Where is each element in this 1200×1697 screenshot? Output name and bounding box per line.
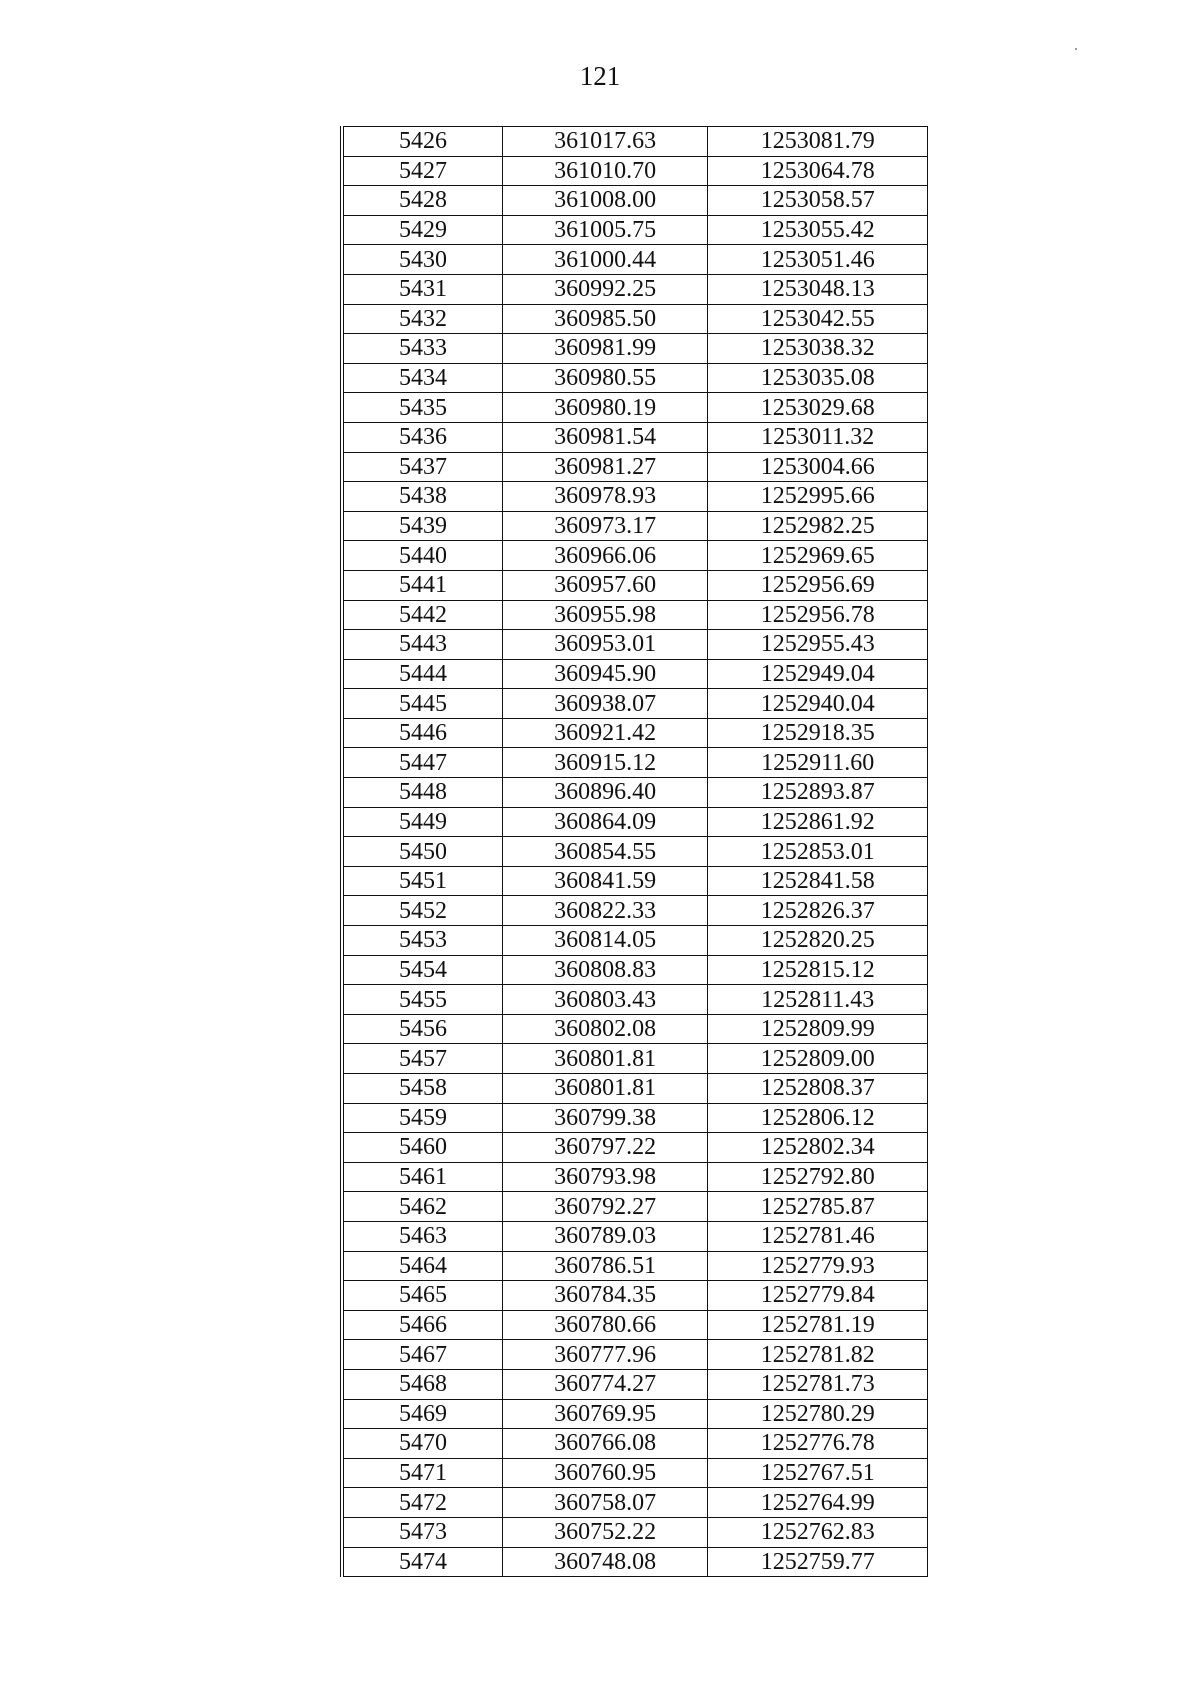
x-coordinate-cell: 360896.40 — [502, 778, 708, 808]
x-coordinate-cell: 360992.25 — [502, 274, 708, 304]
x-coordinate-cell: 360822.33 — [502, 896, 708, 926]
x-coordinate-cell: 360792.27 — [502, 1192, 708, 1222]
table-row — [342, 1103, 928, 1133]
y-coordinate-cell: 1252808.37 — [708, 1074, 928, 1104]
point-id-cell: 5454 — [342, 955, 502, 985]
table-row — [342, 896, 928, 926]
y-coordinate-cell: 1252940.04 — [708, 689, 928, 719]
y-coordinate-cell: 1253042.55 — [708, 304, 928, 334]
table-row — [342, 422, 928, 452]
x-coordinate-cell: 360808.83 — [502, 955, 708, 985]
y-coordinate-cell: 1252969.65 — [708, 541, 928, 571]
y-coordinate-cell: 1252785.87 — [708, 1192, 928, 1222]
table-row — [342, 748, 928, 778]
y-coordinate-cell: 1252776.78 — [708, 1429, 928, 1459]
point-id-cell: 5457 — [342, 1044, 502, 1074]
y-coordinate-cell: 1253029.68 — [708, 393, 928, 423]
table-row — [342, 1281, 928, 1311]
y-coordinate-cell: 1252893.87 — [708, 778, 928, 808]
x-coordinate-cell: 360985.50 — [502, 304, 708, 334]
x-coordinate-cell: 361017.63 — [502, 127, 708, 157]
x-coordinate-cell: 360797.22 — [502, 1133, 708, 1163]
y-coordinate-cell: 1252815.12 — [708, 955, 928, 985]
table-row — [342, 600, 928, 630]
y-coordinate-cell: 1252762.83 — [708, 1517, 928, 1547]
point-id-cell: 5441 — [342, 570, 502, 600]
y-coordinate-cell: 1252956.69 — [708, 570, 928, 600]
x-coordinate-cell: 360814.05 — [502, 926, 708, 956]
y-coordinate-cell: 1252949.04 — [708, 659, 928, 689]
y-coordinate-cell: 1252781.46 — [708, 1221, 928, 1251]
x-coordinate-cell: 360799.38 — [502, 1103, 708, 1133]
x-coordinate-cell: 360938.07 — [502, 689, 708, 719]
point-id-cell: 5433 — [342, 334, 502, 364]
point-id-cell: 5456 — [342, 1014, 502, 1044]
point-id-cell: 5436 — [342, 422, 502, 452]
point-id-cell: 5446 — [342, 718, 502, 748]
x-coordinate-cell: 360980.19 — [502, 393, 708, 423]
x-coordinate-cell: 360981.27 — [502, 452, 708, 482]
point-id-cell: 5439 — [342, 511, 502, 541]
x-coordinate-cell: 360766.08 — [502, 1429, 708, 1459]
point-id-cell: 5432 — [342, 304, 502, 334]
point-id-cell: 5438 — [342, 482, 502, 512]
coordinates-table-body — [342, 127, 928, 1577]
table-row — [342, 1399, 928, 1429]
table-row — [342, 452, 928, 482]
table-row — [342, 1014, 928, 1044]
y-coordinate-cell: 1252853.01 — [708, 837, 928, 867]
point-id-cell: 5458 — [342, 1074, 502, 1104]
table-row — [342, 541, 928, 571]
point-id-cell: 5462 — [342, 1192, 502, 1222]
x-coordinate-cell: 360789.03 — [502, 1221, 708, 1251]
point-id-cell: 5466 — [342, 1310, 502, 1340]
table-row — [342, 127, 928, 157]
table-row — [342, 245, 928, 275]
table-row — [342, 1044, 928, 1074]
x-coordinate-cell: 360769.95 — [502, 1399, 708, 1429]
x-coordinate-cell: 360748.08 — [502, 1547, 708, 1577]
table-row — [342, 1458, 928, 1488]
x-coordinate-cell: 360945.90 — [502, 659, 708, 689]
point-id-cell: 5427 — [342, 156, 502, 186]
y-coordinate-cell: 1252767.51 — [708, 1458, 928, 1488]
point-id-cell: 5471 — [342, 1458, 502, 1488]
point-id-cell: 5449 — [342, 807, 502, 837]
y-coordinate-cell: 1252982.25 — [708, 511, 928, 541]
y-coordinate-cell: 1253011.32 — [708, 422, 928, 452]
table-row — [342, 570, 928, 600]
table-row — [342, 926, 928, 956]
point-id-cell: 5451 — [342, 866, 502, 896]
y-coordinate-cell: 1252809.99 — [708, 1014, 928, 1044]
point-id-cell: 5461 — [342, 1162, 502, 1192]
y-coordinate-cell: 1253035.08 — [708, 363, 928, 393]
table-row — [342, 718, 928, 748]
table-row — [342, 1192, 928, 1222]
table-row — [342, 1488, 928, 1518]
x-coordinate-cell: 360752.22 — [502, 1517, 708, 1547]
coordinates-table — [340, 126, 928, 1577]
point-id-cell: 5442 — [342, 600, 502, 630]
y-coordinate-cell: 1252811.43 — [708, 985, 928, 1015]
y-coordinate-cell: 1252759.77 — [708, 1547, 928, 1577]
point-id-cell: 5468 — [342, 1369, 502, 1399]
table-row — [342, 482, 928, 512]
table-row — [342, 1429, 928, 1459]
table-row — [342, 778, 928, 808]
point-id-cell: 5443 — [342, 630, 502, 660]
x-coordinate-cell: 360760.95 — [502, 1458, 708, 1488]
table-row — [342, 1517, 928, 1547]
y-coordinate-cell: 1253058.57 — [708, 186, 928, 216]
y-coordinate-cell: 1253064.78 — [708, 156, 928, 186]
point-id-cell: 5450 — [342, 837, 502, 867]
y-coordinate-cell: 1252841.58 — [708, 866, 928, 896]
point-id-cell: 5453 — [342, 926, 502, 956]
table-row — [342, 866, 928, 896]
point-id-cell: 5435 — [342, 393, 502, 423]
point-id-cell: 5428 — [342, 186, 502, 216]
x-coordinate-cell: 360758.07 — [502, 1488, 708, 1518]
x-coordinate-cell: 360801.81 — [502, 1044, 708, 1074]
x-coordinate-cell: 360777.96 — [502, 1340, 708, 1370]
table-row — [342, 156, 928, 186]
table-row — [342, 393, 928, 423]
point-id-cell: 5465 — [342, 1281, 502, 1311]
x-coordinate-cell: 360915.12 — [502, 748, 708, 778]
y-coordinate-cell: 1253038.32 — [708, 334, 928, 364]
point-id-cell: 5430 — [342, 245, 502, 275]
point-id-cell: 5429 — [342, 215, 502, 245]
y-coordinate-cell: 1252995.66 — [708, 482, 928, 512]
x-coordinate-cell: 360803.43 — [502, 985, 708, 1015]
y-coordinate-cell: 1252806.12 — [708, 1103, 928, 1133]
point-id-cell: 5459 — [342, 1103, 502, 1133]
table-row — [342, 1133, 928, 1163]
x-coordinate-cell: 360780.66 — [502, 1310, 708, 1340]
x-coordinate-cell: 360921.42 — [502, 718, 708, 748]
y-coordinate-cell: 1252779.84 — [708, 1281, 928, 1311]
table-row — [342, 186, 928, 216]
table-row — [342, 630, 928, 660]
x-coordinate-cell: 360784.35 — [502, 1281, 708, 1311]
point-id-cell: 5426 — [342, 127, 502, 157]
point-id-cell: 5448 — [342, 778, 502, 808]
x-coordinate-cell: 360802.08 — [502, 1014, 708, 1044]
y-coordinate-cell: 1252779.93 — [708, 1251, 928, 1281]
point-id-cell: 5464 — [342, 1251, 502, 1281]
x-coordinate-cell: 360841.59 — [502, 866, 708, 896]
table-row — [342, 1340, 928, 1370]
y-coordinate-cell: 1253055.42 — [708, 215, 928, 245]
y-coordinate-cell: 1252956.78 — [708, 600, 928, 630]
point-id-cell: 5434 — [342, 363, 502, 393]
point-id-cell: 5445 — [342, 689, 502, 719]
x-coordinate-cell: 360953.01 — [502, 630, 708, 660]
y-coordinate-cell: 1252826.37 — [708, 896, 928, 926]
table-row — [342, 659, 928, 689]
x-coordinate-cell: 360980.55 — [502, 363, 708, 393]
x-coordinate-cell: 361010.70 — [502, 156, 708, 186]
scan-speck — [1075, 48, 1077, 50]
table-row — [342, 215, 928, 245]
point-id-cell: 5437 — [342, 452, 502, 482]
y-coordinate-cell: 1252802.34 — [708, 1133, 928, 1163]
y-coordinate-cell: 1252911.60 — [708, 748, 928, 778]
point-id-cell: 5431 — [342, 274, 502, 304]
x-coordinate-cell: 361000.44 — [502, 245, 708, 275]
y-coordinate-cell: 1252792.80 — [708, 1162, 928, 1192]
table-row — [342, 304, 928, 334]
x-coordinate-cell: 361005.75 — [502, 215, 708, 245]
page-number: 121 — [579, 61, 621, 91]
x-coordinate-cell: 360786.51 — [502, 1251, 708, 1281]
y-coordinate-cell: 1252820.25 — [708, 926, 928, 956]
y-coordinate-cell: 1252781.19 — [708, 1310, 928, 1340]
point-id-cell: 5455 — [342, 985, 502, 1015]
table-row — [342, 689, 928, 719]
table-row — [342, 1547, 928, 1577]
table-row — [342, 955, 928, 985]
x-coordinate-cell: 360801.81 — [502, 1074, 708, 1104]
table-row — [342, 511, 928, 541]
y-coordinate-cell: 1252781.82 — [708, 1340, 928, 1370]
point-id-cell: 5474 — [342, 1547, 502, 1577]
y-coordinate-cell: 1253081.79 — [708, 127, 928, 157]
point-id-cell: 5447 — [342, 748, 502, 778]
point-id-cell: 5460 — [342, 1133, 502, 1163]
table-row — [342, 1369, 928, 1399]
x-coordinate-cell: 360957.60 — [502, 570, 708, 600]
y-coordinate-cell: 1252781.73 — [708, 1369, 928, 1399]
table-row — [342, 363, 928, 393]
table-row — [342, 1221, 928, 1251]
table-row — [342, 985, 928, 1015]
point-id-cell: 5463 — [342, 1221, 502, 1251]
y-coordinate-cell: 1253004.66 — [708, 452, 928, 482]
x-coordinate-cell: 360973.17 — [502, 511, 708, 541]
y-coordinate-cell: 1252764.99 — [708, 1488, 928, 1518]
point-id-cell: 5470 — [342, 1429, 502, 1459]
table-row — [342, 1074, 928, 1104]
x-coordinate-cell: 361008.00 — [502, 186, 708, 216]
point-id-cell: 5473 — [342, 1517, 502, 1547]
y-coordinate-cell: 1253048.13 — [708, 274, 928, 304]
table-row — [342, 807, 928, 837]
y-coordinate-cell: 1253051.46 — [708, 245, 928, 275]
point-id-cell: 5467 — [342, 1340, 502, 1370]
y-coordinate-cell: 1252861.92 — [708, 807, 928, 837]
y-coordinate-cell: 1252809.00 — [708, 1044, 928, 1074]
point-id-cell: 5440 — [342, 541, 502, 571]
y-coordinate-cell: 1252955.43 — [708, 630, 928, 660]
table-row — [342, 837, 928, 867]
table-row — [342, 1251, 928, 1281]
x-coordinate-cell: 360793.98 — [502, 1162, 708, 1192]
x-coordinate-cell: 360854.55 — [502, 837, 708, 867]
table-row — [342, 1162, 928, 1192]
table-row — [342, 1310, 928, 1340]
x-coordinate-cell: 360981.99 — [502, 334, 708, 364]
x-coordinate-cell: 360774.27 — [502, 1369, 708, 1399]
point-id-cell: 5472 — [342, 1488, 502, 1518]
table-row — [342, 274, 928, 304]
x-coordinate-cell: 360966.06 — [502, 541, 708, 571]
x-coordinate-cell: 360981.54 — [502, 422, 708, 452]
x-coordinate-cell: 360864.09 — [502, 807, 708, 837]
y-coordinate-cell: 1252918.35 — [708, 718, 928, 748]
point-id-cell: 5444 — [342, 659, 502, 689]
table-row — [342, 334, 928, 364]
x-coordinate-cell: 360955.98 — [502, 600, 708, 630]
y-coordinate-cell: 1252780.29 — [708, 1399, 928, 1429]
x-coordinate-cell: 360978.93 — [502, 482, 708, 512]
point-id-cell: 5469 — [342, 1399, 502, 1429]
point-id-cell: 5452 — [342, 896, 502, 926]
